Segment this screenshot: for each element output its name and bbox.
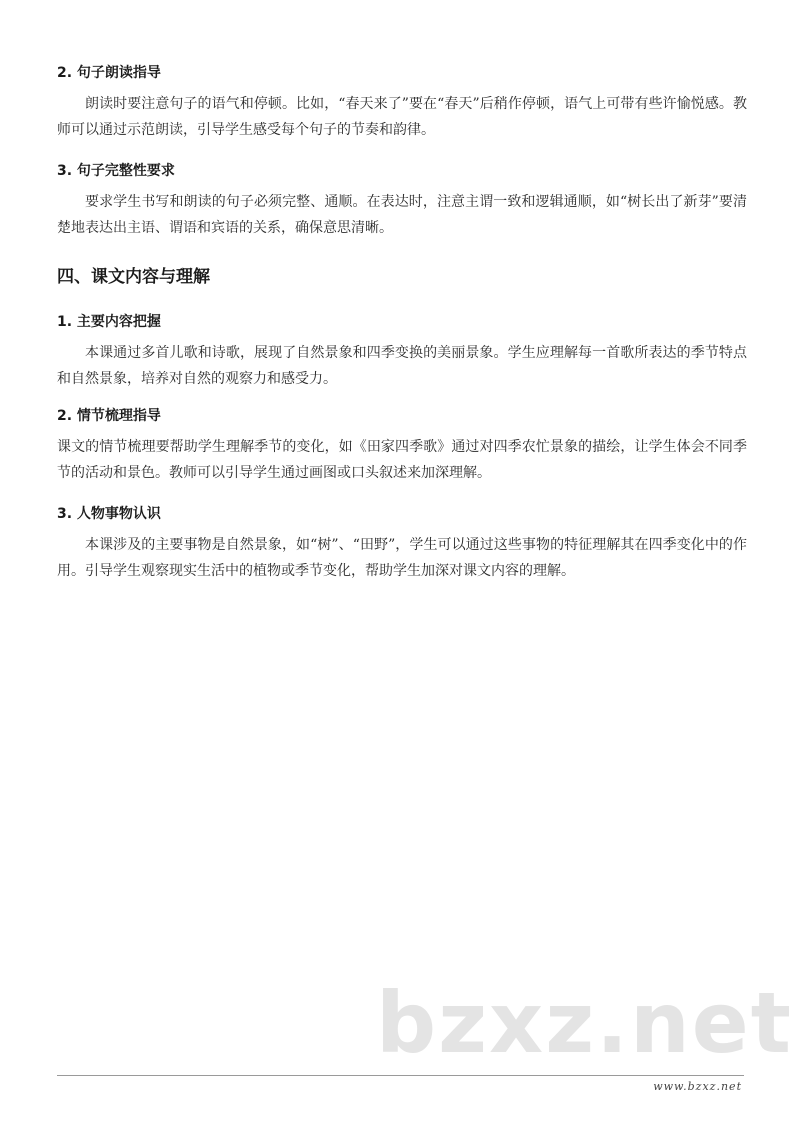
footer-url: www.bzxz.net xyxy=(653,1080,742,1093)
subsection-heading-reading: 2. 句子朗读指导 xyxy=(57,65,161,81)
paragraph-reading: 朗读时要注意句子的语气和停顿。比如，“春天来了”要在“春天”后稍作停顿，语气上可带有些许愉悦感。教师可以通过示范朗读，引导学生感受每个句子的节奏和韵律。 xyxy=(57,96,747,138)
paragraph-completeness: 要求学生书写和朗读的句子必须完整、通顺。在表达时，注意主谓一致和逻辑通顺，如“树长出了新芽”要清楚地表达出主语、谓语和宾语的关系，确保意思清晰。 xyxy=(57,194,747,236)
subsection-heading-main-content: 1. 主要内容把握 xyxy=(57,314,161,330)
subsection-heading-completeness: 3. 句子完整性要求 xyxy=(57,163,175,179)
paragraph-main-content: 本课通过多首儿歌和诗歌，展现了自然景象和四季变换的美丽景象。学生应理解每一首歌所表达的季节特点和自然景象，培养对自然的观察力和感受力。 xyxy=(57,345,747,387)
subsection-heading-things: 3. 人物事物认识 xyxy=(57,506,161,522)
section-heading-content: 四、课文内容与理解 xyxy=(57,267,210,287)
footer-divider xyxy=(57,1075,744,1076)
watermark-logo: bzxz.net xyxy=(376,974,793,1072)
subsection-heading-plot: 2. 情节梳理指导 xyxy=(57,408,161,424)
paragraph-plot: 课文的情节梳理要帮助学生理解季节的变化，如《田家四季歌》通过对四季农忙景象的描绘，让学生体会不同季节的活动和景色。教师可以引导学生通过画图或口头叙述来加深理解。 xyxy=(57,439,747,481)
paragraph-things: 本课涉及的主要事物是自然景象，如“树”、“田野”，学生可以通过这些事物的特征理解其在四季变化中的作用。引导学生观察现实生活中的植物或季节变化，帮助学生加深对课文内容的理解。 xyxy=(57,537,747,579)
